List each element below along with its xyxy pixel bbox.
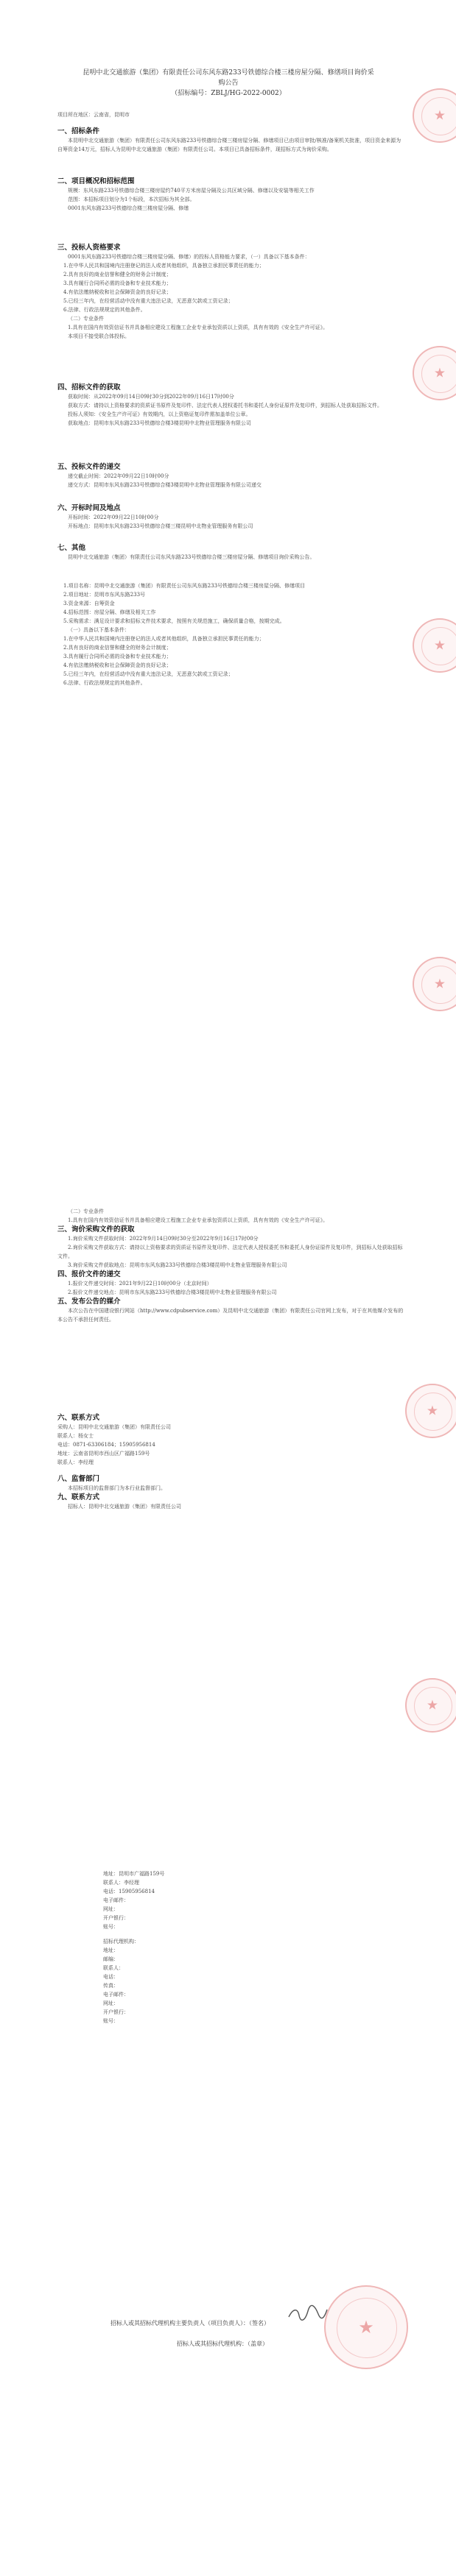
section-text: 规模：东风东路233号铁德综合楼三楼房屋约740平方米房屋分隔及公共区域分隔、修缮以及安装等相关工作 xyxy=(68,188,315,194)
list-item: 5.已经三年内，在经营活动中没有重大违法记录，无恶意欠款或工资记录； xyxy=(63,298,234,304)
contact-line: 采购人：昆明中北交通旅游（集团）有限责任公司 xyxy=(57,1424,171,1430)
project-details xyxy=(57,581,404,687)
list-item: 4.有依法缴纳税收和社会保障资金的良好记录； xyxy=(63,289,172,295)
section-heading: 七、其他 xyxy=(57,544,86,552)
section-text: 本项目不接受联合体投标。 xyxy=(68,333,130,339)
contact-line: 地址：云南省昆明市西山区广福路159号 xyxy=(57,1451,150,1457)
contact-website: 网址： xyxy=(103,1906,119,1912)
list-item: 4.招标范围：房屋分隔、修缮及相关工作 xyxy=(63,609,156,615)
handwritten-signature xyxy=(286,2304,330,2323)
agent-person: 联系人： xyxy=(103,1965,124,1971)
section-heading: 三、投标人资格要求 xyxy=(57,244,121,252)
section-heading: 六、开标时间及地点 xyxy=(57,504,121,512)
section-heading: 四、报价文件的递交 xyxy=(57,1270,121,1278)
contact-bank: 开户银行： xyxy=(103,1915,129,1921)
section-text: 1.报价文件递交时间：2021年9月22日10时00分（北京时间） xyxy=(68,1281,212,1287)
section-text: 开标地点：昆明市东风东路233号铁德综合楼三楼昆明中北物业管理服务有限公司 xyxy=(68,523,253,529)
section-7 xyxy=(57,543,404,562)
signature-line-2: 招标人或其招标代理机构：（盖章） xyxy=(177,2340,268,2347)
section-heading: 二、项目概况和招标范围 xyxy=(57,177,135,185)
section-heading: 八、监督部门 xyxy=(57,1475,100,1483)
section-6 xyxy=(57,503,404,531)
list-item: 2.具有良好的商业信誉和健全的财务会计制度； xyxy=(63,272,172,277)
section-heading: 一、招标条件 xyxy=(57,127,100,135)
red-seal-stamp-main xyxy=(324,2285,408,2369)
contact-phone: 电话：15905956814 xyxy=(103,1889,155,1894)
agent-account: 账号： xyxy=(103,2018,119,2024)
list-item: 6.法律、行政法规规定的其他条件。 xyxy=(63,307,146,313)
title-text: 昆明中北交通旅游（集团）有限责任公司东风东路233号铁德综合楼三楼房屋分隔、修缮项目询价采购公告 xyxy=(83,69,374,87)
agent-zip: 邮编： xyxy=(103,1956,119,1962)
document-title xyxy=(81,68,376,99)
list-item: 1.项目名称：昆明中北交通旅游（集团）有限责任公司东风东路233号铁德综合楼三楼房屋分隔、修缮项目 xyxy=(63,583,306,589)
part3-qualifications xyxy=(57,1207,404,1324)
section-text: 1.询价采购文件获取时间：2022年9月14日09时30分至2022年9月16日17时00分 xyxy=(68,1236,259,1242)
agent-label: 招标代理机构： xyxy=(103,1939,139,1945)
section-text: 获取方式：请持以上资格要求的资质证书原件及复印件、法定代表人授权委托书和委托人身份证原件及复印件，到招标人处获取招标文件。 xyxy=(68,403,382,408)
contact-address: 地址：昆明市广福路159号 xyxy=(103,1871,165,1877)
subheading: （二）专业条件 xyxy=(68,316,104,322)
section-text: 本招标项目的监督部门为本行业监督部门。 xyxy=(68,1485,166,1491)
seal-star-icon: ★ xyxy=(433,365,446,381)
subheading: （二）专业条件 xyxy=(68,1209,104,1214)
agent-bank: 开户银行： xyxy=(103,2009,129,2015)
section-text: 0001东风东路233号铁德综合楼三楼房屋分隔、修缮）的投标人资格能力要求，（一）具备以下基本条件： xyxy=(68,254,310,260)
section-text: 1.具有在国内有效资信证书并具备相应建设工程施工企业专业承包资质以上资质，具有有效的《安全生产许可证》。 xyxy=(68,325,329,330)
section-4 xyxy=(57,383,404,428)
section-heading: 九、联系方式 xyxy=(57,1493,100,1501)
agent-website: 网址： xyxy=(103,2000,119,2006)
agent-address: 地址： xyxy=(103,1947,119,1953)
list-item: 2.具有良好的商业信誉和健全的财务会计制度； xyxy=(63,645,172,651)
contact-line: 电话：0871-63306184；15905956814 xyxy=(57,1442,155,1448)
list-item: 1.在中华人民共和国境内注册登记的法人或者其他组织，具备独立承担民事责任的能力； xyxy=(63,263,264,269)
section-heading: 五、投标文件的递交 xyxy=(57,463,121,471)
section-text: 招标人：昆明中北交通旅游（集团）有限责任公司 xyxy=(68,1504,181,1510)
contact-block xyxy=(103,1869,295,2025)
section-text: 递交方式：昆明市东风东路233号铁德综合楼3楼昆明中北物业管理服务有限公司递交 xyxy=(68,482,262,488)
section-text: 投标人须知：《安全生产许可证》有效期内，以上资格证复印件需加盖单位公章。 xyxy=(68,411,251,417)
seal-star-icon: ★ xyxy=(433,107,446,124)
section-text: 2.询价采购文件获取方式：请持以上资格要求的资质证书原件及复印件、法定代表人授权委托书和委托人身份证原件及复印件，到招标人处获取招标文件。 xyxy=(57,1245,403,1259)
list-item: 4.有依法缴纳税收和社会保障资金的良好记录； xyxy=(63,662,172,668)
red-seal-stamp xyxy=(405,1678,456,1733)
location-line: 项目所在地区：云南省，昆明市 xyxy=(57,112,130,118)
section-3 xyxy=(57,243,404,341)
section-heading: 四、招标文件的获取 xyxy=(57,383,121,392)
seal-star-icon: ★ xyxy=(426,1403,439,1419)
contact-person: 联系人：李经理 xyxy=(103,1880,139,1886)
section-2 xyxy=(57,177,404,213)
seal-star-icon: ★ xyxy=(433,637,446,654)
list-item: 2.项目地址：昆明市东风东路233号 xyxy=(63,592,146,598)
section-heading: 三、询价采购文件的获取 xyxy=(57,1225,135,1234)
red-seal-stamp xyxy=(405,1384,456,1438)
section-text: 递交截止时间：2022年09月22日10时00分 xyxy=(68,473,169,479)
section-text: 本昆明中北交通旅游（集团）有限责任公司东风东路233号铁德综合楼三楼房屋分隔、修缮项目已由项目审批/核准/备案机关批准，项目资金来源为自筹资金14万元，招标人为昆明中北交通旅游（集团）有限责任公司。本项目已具备招标条件，现招标方式为询价采购。 xyxy=(57,138,401,152)
list-item: 5.采购需求：满足设计要求和招标文件技术要求，按照有关规范施工，确保质量合格，按期完成。 xyxy=(63,618,285,624)
contact-email: 电子邮件： xyxy=(103,1897,129,1903)
list-item: 1.在中华人民共和国境内注册登记的法人或者其他组织，具备独立承担民事责任的能力； xyxy=(63,636,264,642)
section-text: 1.具有在国内有效资信证书并具备相应建设工程施工企业专业承包资质以上资质，具有有效的《安全生产许可证》。 xyxy=(68,1217,329,1223)
list-item: 5.已经三年内，在经营活动中没有重大违法记录，无恶意欠款或工资记录； xyxy=(63,671,234,677)
agent-phone: 电话： xyxy=(103,1974,119,1980)
section-text: 本次公告在中国建设银行网站（http://www.cdpubservice.com）及昆明中北交通旅游（集团）有限责任公司官网上发布，对于在其他媒介发布的本公告不承担任何责任。 xyxy=(57,1308,404,1323)
contact-line: 联系人：李经理 xyxy=(57,1459,94,1465)
part3-contact xyxy=(57,1413,404,1511)
seal-star-icon: ★ xyxy=(433,976,446,992)
signature-line-1: 招标人或其招标代理机构主要负责人（项目负责人）：（签名） xyxy=(111,2320,270,2326)
red-seal-stamp xyxy=(413,618,456,673)
list-item: 6.法律、行政法规规定的其他条件。 xyxy=(63,680,146,686)
section-text: 范围：本招标项目划分为1个标段，本次招标为其全部。 xyxy=(68,197,195,202)
list-item: 3.资金来源：自筹资金 xyxy=(63,601,115,606)
section-text: 获取地点：昆明市东风东路233号铁德综合楼3楼昆明中北物业管理服务有限公司 xyxy=(68,420,251,426)
contact-line: 联系人：杨女士 xyxy=(57,1433,94,1439)
list-item: 3.具有履行合同所必需的设备和专业技术能力； xyxy=(63,654,172,659)
tender-code: （招标编号：ZBLJ/HG-2022-0002） xyxy=(171,90,286,97)
signature-seal-note: （盖章） xyxy=(248,2340,268,2347)
seal-star-icon: ★ xyxy=(358,2317,374,2338)
section-text: 2.报价文件递交地点：昆明市东风东路233号铁德综合楼3楼昆明中北物业管理服务有限公司 xyxy=(68,1289,277,1295)
subheading: （一）具备以下基本条件： xyxy=(68,627,130,633)
signature-signed: （签名） xyxy=(249,2320,270,2326)
section-text: 开标时间：2022年09月22日10时00分 xyxy=(68,514,159,520)
section-heading: 五、发布公告的媒介 xyxy=(57,1298,121,1306)
red-seal-stamp xyxy=(413,957,456,1011)
section-heading: 六、联系方式 xyxy=(57,1414,100,1422)
contact-account: 账号： xyxy=(103,1924,119,1930)
agent-email: 电子邮件： xyxy=(103,1992,129,1998)
list-item: 3.具有履行合同所必需的设备和专业技术能力； xyxy=(63,280,172,286)
red-seal-stamp xyxy=(413,346,456,400)
agent-fax: 传真： xyxy=(103,1983,119,1989)
section-5 xyxy=(57,462,404,489)
section-text: 昆明中北交通旅游（集团）有限责任公司东风东路233号铁德综合楼三楼房屋分隔、修缮项目询价采购公告。 xyxy=(68,554,315,560)
section-1 xyxy=(57,127,404,154)
section-text: 3.询价采购文件获取地点：昆明市东风东路233号铁德综合楼3楼昆明中北物业管理服务有限公司 xyxy=(68,1262,287,1268)
section-text: 获取时间：从2022年09月14日09时30分到2022年09月16日17时00分 xyxy=(68,394,234,400)
section-text: 0001东风东路233号铁德综合楼三楼房屋分隔、修缮 xyxy=(68,205,189,211)
red-seal-stamp xyxy=(413,88,456,143)
seal-star-icon: ★ xyxy=(426,1697,439,1713)
